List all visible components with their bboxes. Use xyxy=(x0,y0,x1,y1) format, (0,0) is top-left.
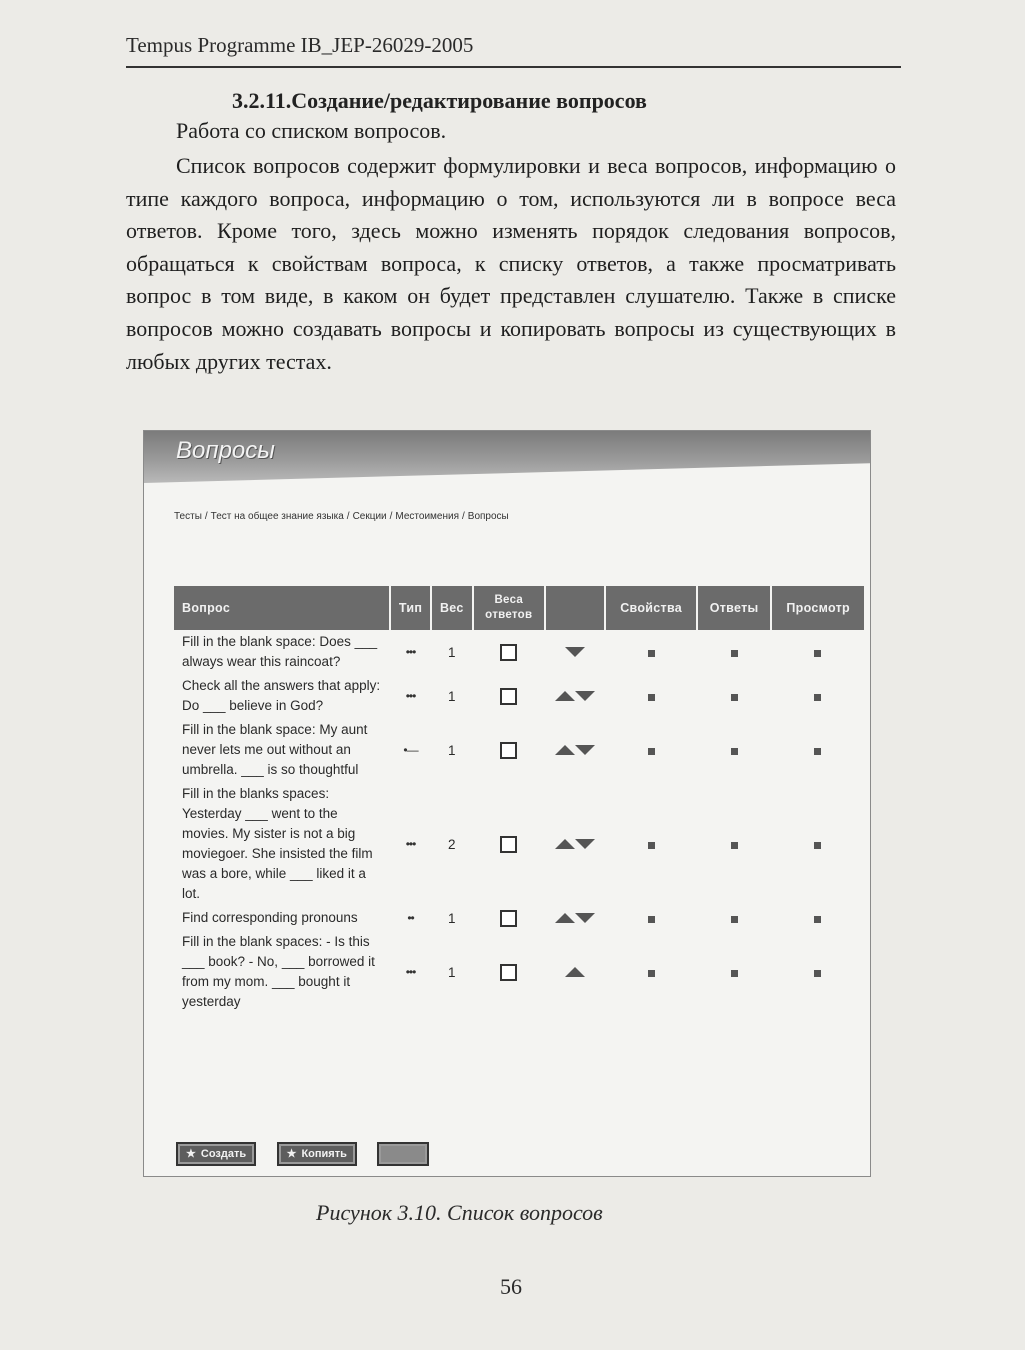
question-text: Fill in the blank space: My aunt never lets me out without an umbrella. ___ is so thoughtful xyxy=(182,722,368,777)
preview-icon[interactable] xyxy=(814,694,821,701)
question-type: ••• xyxy=(405,689,416,703)
answers-cell xyxy=(697,674,771,718)
answer-weights-checkbox[interactable] xyxy=(500,910,517,927)
question-weight: 1 xyxy=(448,742,456,758)
preview-icon[interactable] xyxy=(814,748,821,755)
properties-cell xyxy=(605,906,697,930)
question-type: ••• xyxy=(405,645,416,659)
properties-icon[interactable] xyxy=(648,842,655,849)
copy-button-label: Копиять xyxy=(301,1148,347,1160)
preview-cell xyxy=(771,674,864,718)
move-down-icon[interactable] xyxy=(565,647,585,657)
table-row xyxy=(174,718,864,782)
question-type: •• xyxy=(407,911,414,925)
properties-icon[interactable] xyxy=(648,748,655,755)
create-button[interactable] xyxy=(176,1142,256,1166)
breadcrumb-separator: / xyxy=(346,511,350,522)
figure-caption: Рисунок 3.10. Список вопросов xyxy=(316,1200,603,1225)
breadcrumb-item-sections[interactable]: Секции xyxy=(352,511,387,522)
move-down-icon[interactable] xyxy=(575,691,595,701)
blank-button[interactable] xyxy=(377,1142,429,1166)
move-up-icon[interactable] xyxy=(555,839,575,849)
move-up-icon[interactable] xyxy=(555,691,575,701)
table-row xyxy=(174,674,864,718)
body-paragraph: Список вопросов содержит формулировки и веса вопросов, информацию о типе каждого вопроса, информацию о том, используются ли в вопросе веса ответов. Кроме того, здесь можно изменять порядок следования вопросов, обращаться к свойствам вопроса, к списку ответов, а также просматривать вопрос в том виде, в каком он будет представлен слушателю. Также в списке вопросов можно создавать вопросы и копировать вопросы из существующих в любых других тестах. xyxy=(126,153,896,374)
create-button-label: Создать xyxy=(200,1148,247,1160)
answer-weights-cell xyxy=(473,930,545,1014)
table-row xyxy=(174,782,864,906)
properties-icon[interactable] xyxy=(648,694,655,701)
answer-weights-cell xyxy=(473,718,545,782)
column-header-weight: Вес xyxy=(431,586,473,630)
breadcrumb-item-questions: Вопросы xyxy=(467,511,509,522)
preview-cell xyxy=(771,630,864,674)
order-cell xyxy=(545,906,605,930)
question-text: Find corresponding pronouns xyxy=(182,910,358,925)
order-cell xyxy=(545,674,605,718)
question-weight: 1 xyxy=(448,910,456,926)
column-header-preview: Просмотр xyxy=(771,586,864,630)
answers-cell xyxy=(697,930,771,1014)
question-text: Fill in the blank space: Does ___ always wear this raincoat? xyxy=(182,634,378,669)
answer-weights-checkbox[interactable] xyxy=(500,742,517,759)
table-row xyxy=(174,630,864,674)
table-row xyxy=(174,906,864,930)
section-title: 3.2.11.Создание/редактирование вопросов xyxy=(232,88,647,113)
answer-weights-line1: Веса xyxy=(494,594,524,606)
move-down-icon[interactable] xyxy=(575,745,595,755)
answer-weights-checkbox[interactable] xyxy=(500,964,517,981)
breadcrumb-separator: / xyxy=(462,511,465,522)
question-type: ••• xyxy=(405,837,416,851)
move-down-icon[interactable] xyxy=(575,913,595,923)
breadcrumb xyxy=(174,511,509,522)
breadcrumb-item-test[interactable]: Тест на общее знание языка xyxy=(210,511,344,522)
question-text: Fill in the blanks spaces: Yesterday ___ went to the movies. My sister is not a big moviegoer. She insisted the film was a bore, while ___ liked it a lot. xyxy=(182,786,373,901)
table-row xyxy=(174,930,864,1014)
answer-weights-checkbox[interactable] xyxy=(500,688,517,705)
preview-cell xyxy=(771,782,864,906)
properties-cell xyxy=(605,782,697,906)
answers-cell xyxy=(697,782,771,906)
questions-table xyxy=(174,586,864,1014)
table-header-row xyxy=(174,586,864,630)
question-weight: 1 xyxy=(448,964,456,980)
column-header-answer-weights xyxy=(473,586,545,630)
column-header-question: Вопрос xyxy=(174,586,390,630)
answer-weights-cell xyxy=(473,906,545,930)
answers-icon[interactable] xyxy=(731,916,738,923)
properties-cell xyxy=(605,930,697,1014)
question-type: ••• xyxy=(405,965,416,979)
move-up-icon[interactable] xyxy=(555,913,575,923)
answers-cell xyxy=(697,630,771,674)
preview-icon[interactable] xyxy=(814,970,821,977)
questions-table-body xyxy=(174,630,864,1014)
breadcrumb-separator: / xyxy=(204,511,208,522)
preview-cell xyxy=(771,718,864,782)
breadcrumb-item-pronouns[interactable]: Местоимения xyxy=(395,511,459,522)
answer-weights-cell xyxy=(473,674,545,718)
page-number: 56 xyxy=(500,1274,522,1299)
preview-icon[interactable] xyxy=(814,916,821,923)
preview-icon[interactable] xyxy=(814,650,821,657)
answers-icon[interactable] xyxy=(731,842,738,849)
preview-icon[interactable] xyxy=(814,842,821,849)
running-header: Tempus Programme IB_JEP-26029-2005 xyxy=(126,33,901,68)
star-icon: ★ xyxy=(186,1148,196,1160)
question-text: Fill in the blank spaces: - Is this ___ book? - No, ___ borrowed it from my mom. ___ bought it yesterday xyxy=(182,934,375,1009)
column-header-order xyxy=(545,586,605,630)
answers-icon[interactable] xyxy=(731,970,738,977)
lead-sentence: Работа со списком вопросов. xyxy=(176,118,447,143)
preview-cell xyxy=(771,930,864,1014)
preview-cell xyxy=(771,906,864,930)
answers-cell xyxy=(697,718,771,782)
answer-weights-cell xyxy=(473,630,545,674)
move-up-icon[interactable] xyxy=(565,967,585,977)
answer-weights-line2: ответов xyxy=(485,609,533,621)
answers-cell xyxy=(697,906,771,930)
properties-cell xyxy=(605,630,697,674)
breadcrumb-item-tests[interactable]: Тесты xyxy=(174,511,202,522)
question-text: Check all the answers that apply: Do ___ believe in God? xyxy=(182,678,381,713)
question-weight: 1 xyxy=(448,688,456,704)
column-header-properties: Свойства xyxy=(605,586,697,630)
breadcrumb-separator: / xyxy=(389,511,393,522)
column-header-answers: Ответы xyxy=(697,586,771,630)
answer-weights-checkbox[interactable] xyxy=(500,836,517,853)
question-weight: 2 xyxy=(448,836,456,852)
properties-cell xyxy=(605,718,697,782)
answers-icon[interactable] xyxy=(731,694,738,701)
answer-weights-checkbox[interactable] xyxy=(500,644,517,661)
button-bar xyxy=(176,1142,445,1166)
properties-icon[interactable] xyxy=(648,970,655,977)
order-cell xyxy=(545,718,605,782)
star-icon: ★ xyxy=(286,1148,297,1160)
question-weight: 1 xyxy=(448,644,456,660)
banner-title: Вопросы xyxy=(176,437,275,464)
answer-weights-cell xyxy=(473,782,545,906)
answers-icon[interactable] xyxy=(731,748,738,755)
properties-cell xyxy=(605,674,697,718)
move-down-icon[interactable] xyxy=(575,839,595,849)
order-cell xyxy=(545,630,605,674)
order-cell xyxy=(545,782,605,906)
properties-icon[interactable] xyxy=(648,916,655,923)
answers-icon[interactable] xyxy=(731,650,738,657)
column-header-type: Тип xyxy=(390,586,431,630)
questions-screenshot xyxy=(143,430,871,1177)
order-cell xyxy=(545,930,605,1014)
copy-button[interactable] xyxy=(277,1142,357,1166)
properties-icon[interactable] xyxy=(648,650,655,657)
move-up-icon[interactable] xyxy=(555,745,575,755)
question-type: •— xyxy=(403,743,418,757)
